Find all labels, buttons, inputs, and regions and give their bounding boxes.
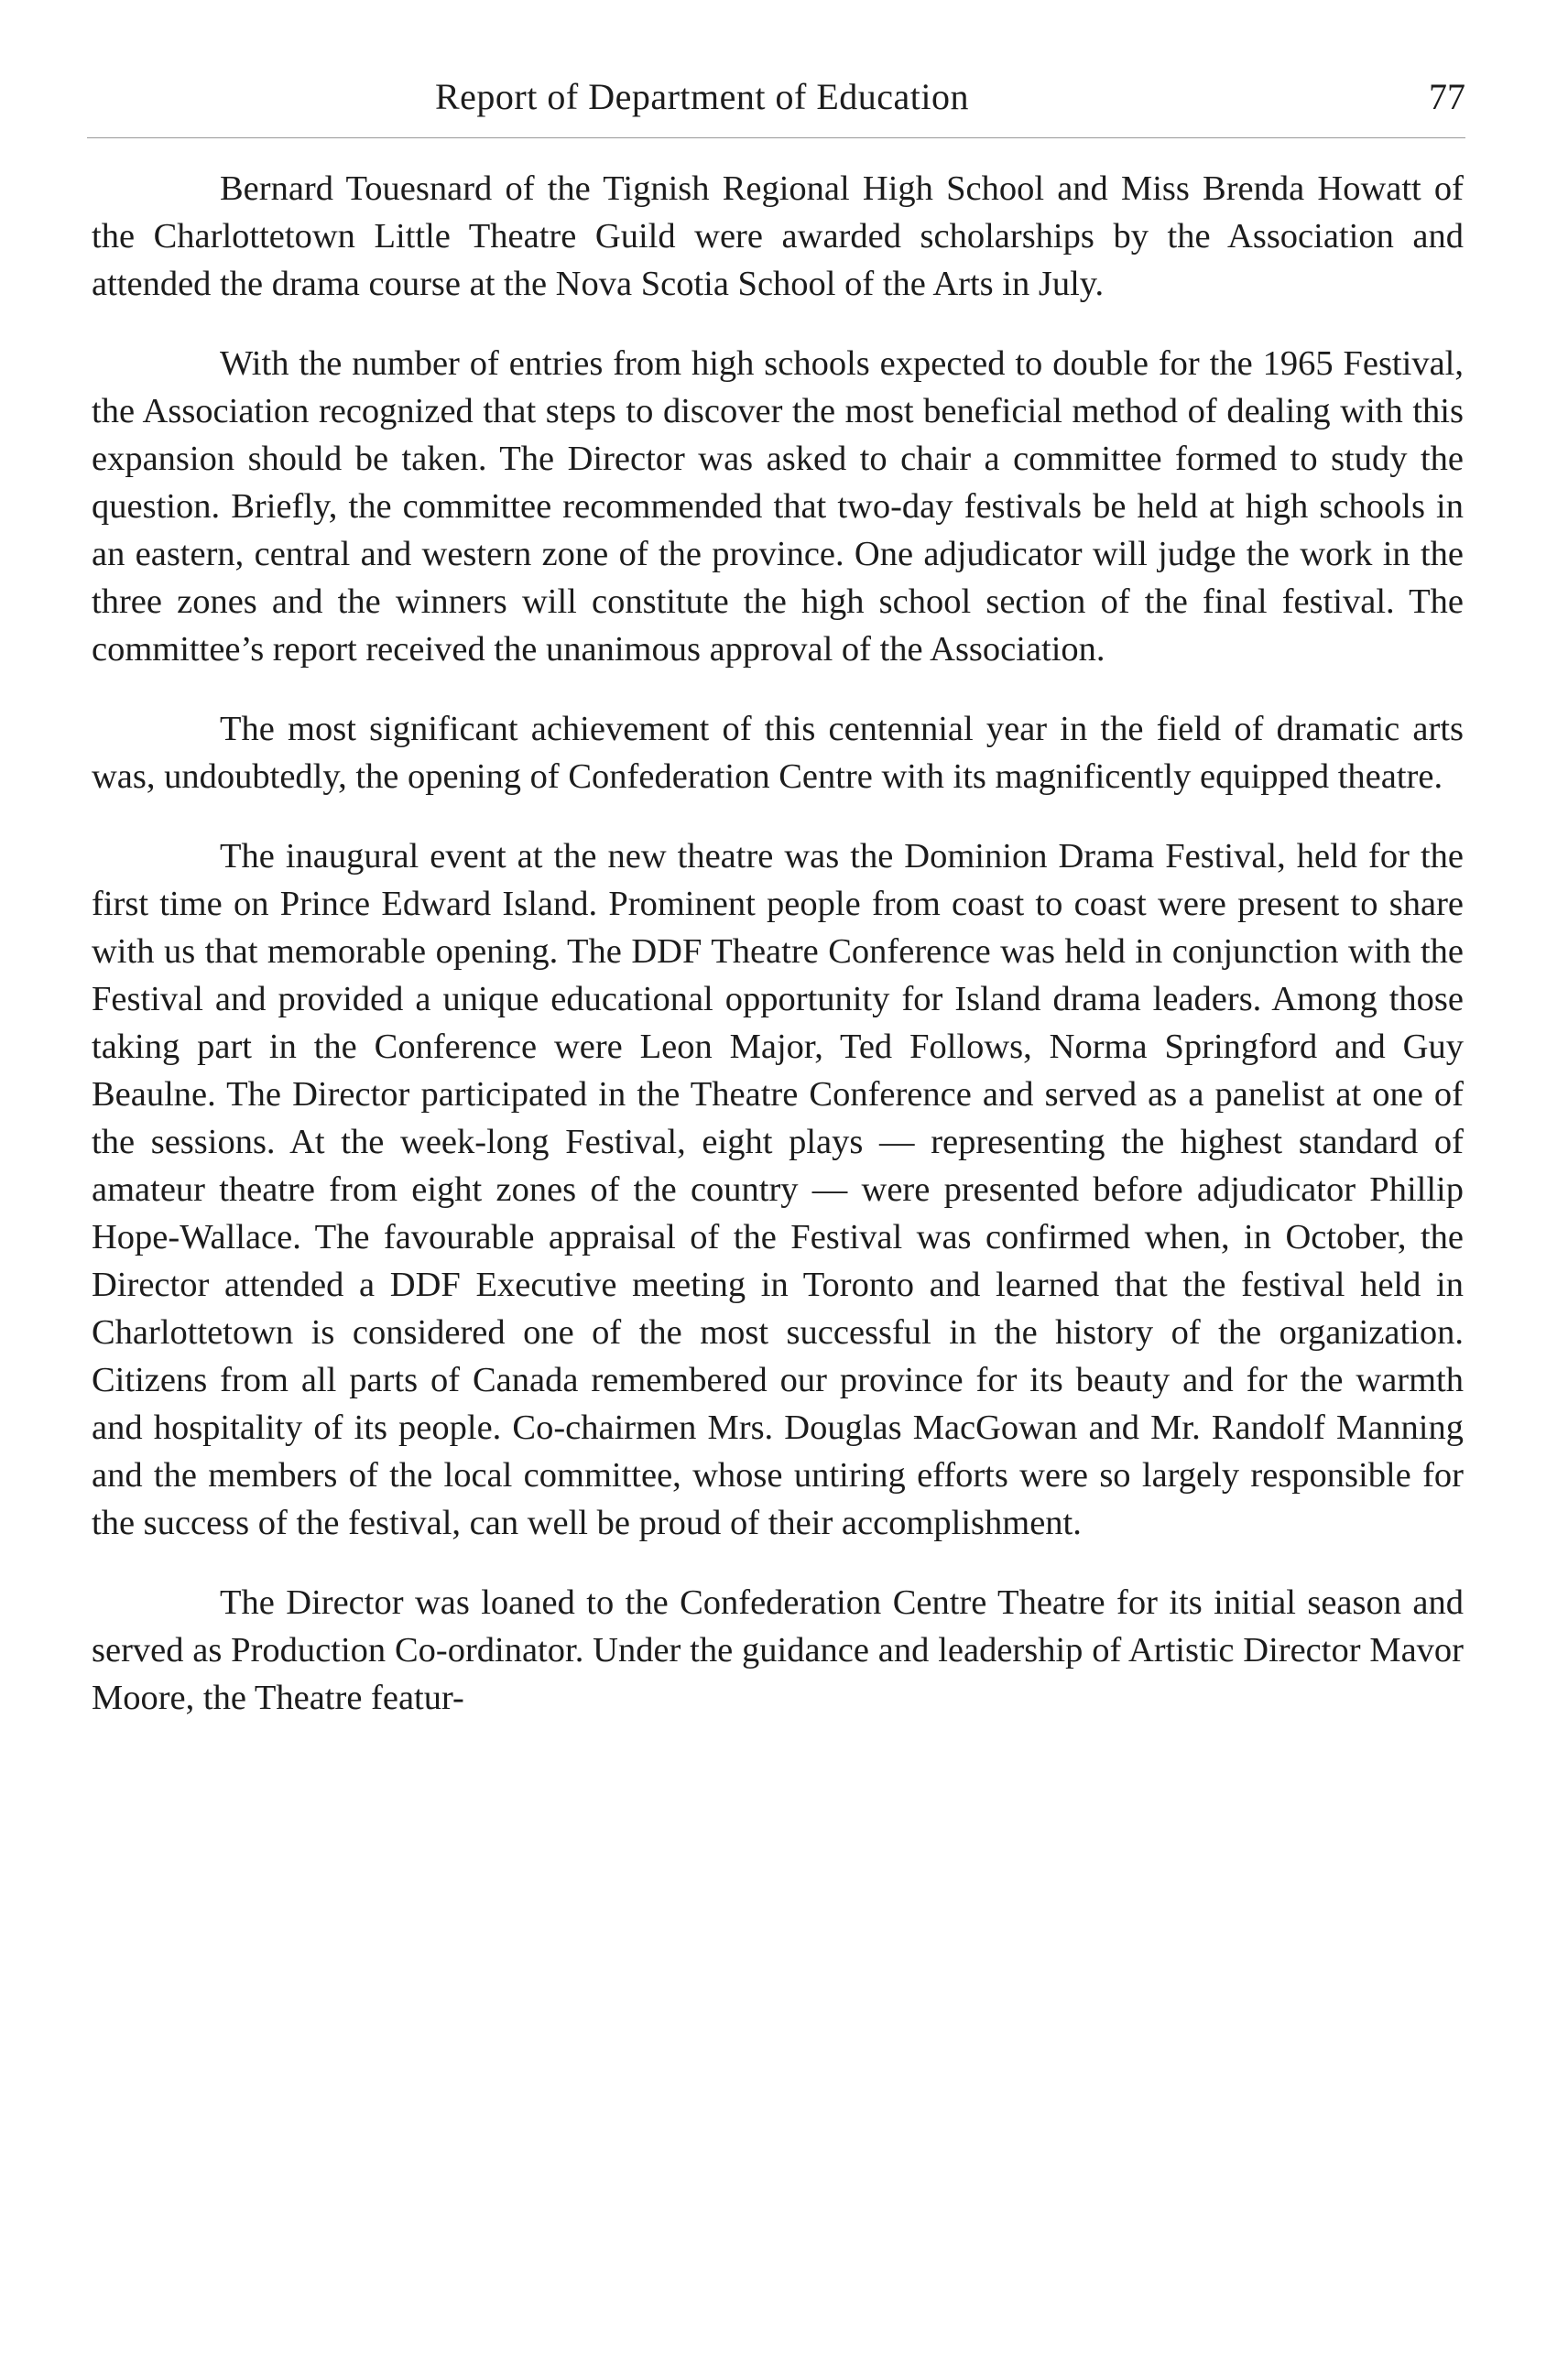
body-text (92, 165, 1464, 1754)
running-header (87, 75, 1465, 130)
paragraph-dominion-drama-festival: The inaugural event at the new theatre was the Dominion Drama Festival, held for the first time on Prince Edward Island. Prominent people from coast to coast were present to share with us that memorable opening. The DDF Theatre Conference was held in conjunction with the Festival and provided a unique educational opportunity for Island drama leaders. Among those taking part in the Conference were Leon Major, Ted Follows, Norma Springford and Guy Beaulne. The Director participated in the Theatre Conference and served as a panelist at one of the sessions. At the week-long Festival, eight plays — representing the highest standard of amateur theatre from eight zones of the country — were presented before adjudicator Phillip Hope-Wallace. The favourable appraisal of the Festival was confirmed when, in October, the Director attended a DDF Executive meeting in Toronto and learned that the festival held in Charlottetown is considered one of the most successful in the history of the organization. Citizens from all parts of Canada remembered our province for its beauty and for the warmth and hospitality of its people. Co-chairmen Mrs. Douglas MacGowan and Mr. Randolf Manning and the members of the local committee, whose untiring efforts were so largely responsible for the success of the festival, can well be proud of their accomplishment. (92, 837, 1464, 1542)
paragraph-centennial-achievement: The most significant achievement of this centennial year in the field of dramatic arts was, undoubtedly, the opening of Confederation Centre with its magnificently equipped theatre. (92, 710, 1464, 796)
page-number: 77 (1429, 76, 1465, 117)
running-title: Report of Department of Education (435, 76, 969, 117)
paragraph-festival-expansion: With the number of entries from high schools expected to double for the 1965 Festival, the Association recognized that steps to discover the most beneficial method of dealing with this expansion should be taken. The Director was asked to chair a committee formed to study the question. Briefly, the committee recommended that two-day festivals be held at high schools in an eastern, central and western zone of the province. One adjudicator will judge the work in the three zones and the winners will constitute the high school section of the final festival. The committee’s report received the unanimous approval of the Association. (92, 344, 1464, 669)
paragraph-production-coordinator: The Director was loaned to the Confederation Centre Theatre for its initial season and served as Production Co-ordinator. Under the guidance and leadership of Artistic Director Mavor Moore, the Theatre featur- (92, 1583, 1464, 1717)
header-rule (87, 137, 1465, 138)
paragraph-scholarships: Bernard Touesnard of the Tignish Regional High School and Miss Brenda Howatt of the Charlottetown Little Theatre Guild were awarded scholarships by the Association and attended the drama course at the Nova Scotia School of the Arts in July. (92, 169, 1464, 303)
